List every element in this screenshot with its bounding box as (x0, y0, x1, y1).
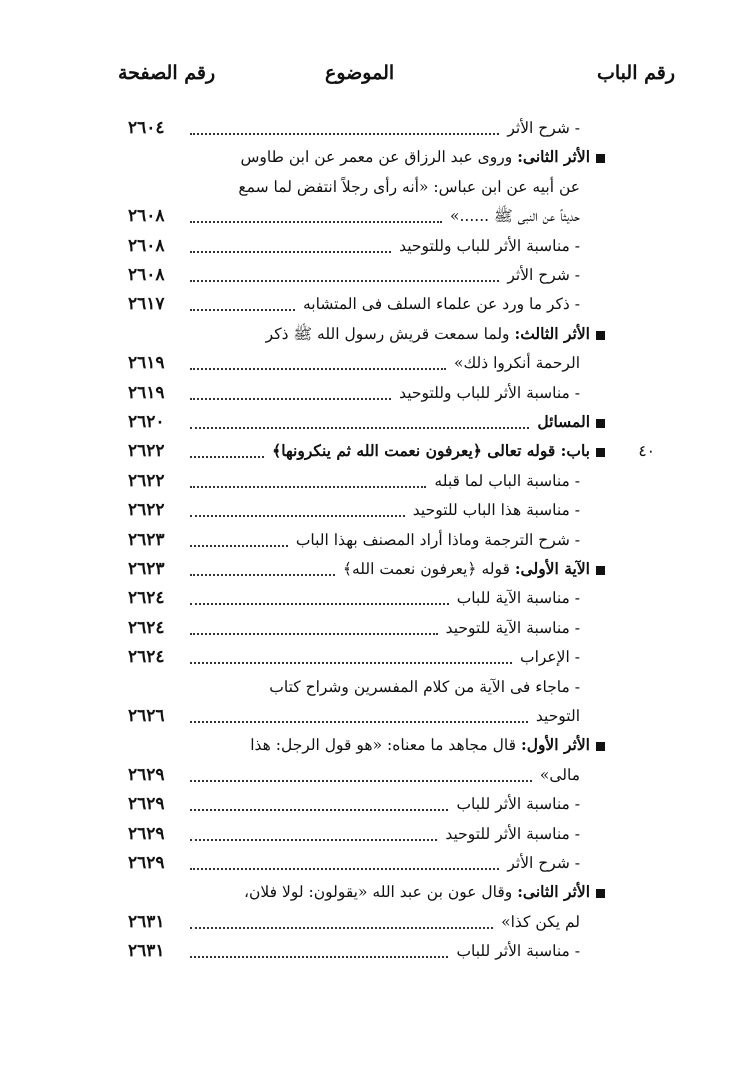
entry-text: قوله ﴿يعرفون نعمت الله﴾ (342, 560, 515, 578)
toc-entry (238, 173, 580, 201)
dot-leader (190, 396, 391, 400)
toc-entry (399, 232, 580, 260)
entry-text: - مناسبة الآية للتوحيد (445, 619, 580, 637)
page-number: ٢٦٢٠ (128, 412, 165, 432)
entry-text: - مناسبة هذا الباب للتوحيد (412, 501, 580, 519)
entry-heading: الأثر الثالث: (514, 324, 590, 343)
entry-text: التوحيد (535, 707, 580, 725)
dot-leader (190, 307, 295, 311)
entry-text: وقال عون بن عبد الله «يقولون: لولا فلان، (244, 883, 518, 901)
toc-entry (450, 202, 580, 230)
entry-heading: الأثر الثانى: (517, 147, 590, 166)
page-number: ٢٦١٩ (128, 383, 165, 403)
square-bullet-icon (596, 331, 605, 340)
chapter-number: ٤٠ (638, 442, 655, 460)
toc-entry (272, 437, 605, 465)
page-number: ٢٦٠٨ (128, 265, 165, 285)
page-number: ٢٦٣١ (128, 912, 165, 932)
entry-text: - ماجاء فى الآية من كلام المفسرين وشراح كتاب (269, 678, 580, 696)
entry-text: عن أبيه عن ابن عباس: «أنه رأى رجلاً انتفض لما سمع (238, 178, 580, 196)
toc-entry (520, 643, 580, 671)
toc-entry (457, 584, 580, 612)
page-number: ٢٦٢٦ (128, 706, 165, 726)
entry-text: - شرح الأثر (507, 854, 580, 872)
page-number-header: رقم الصفحة (118, 62, 216, 84)
dot-leader (190, 660, 512, 664)
toc-entry (454, 349, 580, 377)
dot-leader (190, 631, 438, 635)
entry-text: - شرح الأثر (507, 266, 580, 284)
square-bullet-icon (596, 419, 605, 428)
page-number: ٢٦٠٨ (128, 206, 165, 226)
page-number: ٢٦١٩ (128, 353, 165, 373)
entry-text: - مناسبة الأثر للباب (456, 795, 580, 813)
toc-entry (507, 261, 580, 289)
toc-entry (266, 320, 605, 348)
toc-entry (540, 761, 580, 789)
toc-entry (446, 614, 580, 642)
page-number: ٢٦٢٣ (128, 559, 165, 579)
entry-text: لم يكن كذا» (501, 913, 580, 931)
entry-text: الرحمة أنكروا ذلك» (454, 354, 580, 372)
page-number: ٢٦٠٨ (128, 236, 165, 256)
dot-leader (190, 954, 448, 958)
toc-entry (413, 496, 580, 524)
dot-leader (190, 778, 532, 782)
square-bullet-icon (596, 154, 605, 163)
dot-leader (190, 807, 448, 811)
page-number: ٢٦٢٢ (128, 471, 165, 491)
entry-text: ولما سمعت قريش رسول الله ﷺ ذكر (265, 325, 515, 343)
page-number: ٢٦٢٩ (128, 765, 165, 785)
page-number: ٢٦٢٩ (128, 794, 165, 814)
toc-entry (507, 114, 580, 142)
square-bullet-icon (596, 566, 605, 575)
dot-leader (190, 866, 499, 870)
entry-text: - مناسبة الأثر للباب (456, 942, 580, 960)
page-number: ٢٦٠٤ (128, 118, 165, 138)
page-number: ٢٦٢٢ (128, 500, 165, 520)
page-number: ٢٦٢٤ (128, 647, 165, 667)
toc-entry (303, 290, 580, 318)
entry-heading: المسائل (537, 412, 590, 431)
toc-entry (434, 467, 580, 495)
dot-leader (190, 366, 446, 370)
toc-entry (445, 820, 580, 848)
toc-entry (250, 731, 605, 759)
dot-leader (190, 837, 437, 841)
entry-heading: الآية الأولى: (514, 559, 590, 578)
dot-leader (190, 719, 528, 723)
topic-header: الموضوع (325, 62, 395, 84)
entry-text: مالى» (539, 766, 580, 784)
page-number: ٢٦٢٢ (128, 441, 165, 461)
page-number: ٢٦٢٤ (128, 618, 165, 638)
page-number: ٢٦٣١ (128, 941, 165, 961)
dot-leader (190, 601, 449, 605)
dot-leader (190, 219, 442, 223)
entry-heading: باب: قوله تعالى ﴿يعرفون نعمت الله ثم ينكرونها﴾ (272, 441, 590, 460)
entry-text: - مناسبة الآية للباب (456, 589, 580, 607)
toc-entry (507, 849, 580, 877)
dot-leader (190, 925, 493, 929)
page-number: ٢٦٢٩ (128, 824, 165, 844)
entry-text: - الإعراب (519, 648, 580, 666)
square-bullet-icon (596, 448, 605, 457)
toc-entry (269, 673, 580, 701)
page-number: ٢٦٢٤ (128, 588, 165, 608)
entry-text: قال مجاهد ما معناه: «هو قول الرجل: هذا (250, 736, 521, 754)
chapter-number-header: رقم الباب (597, 62, 675, 84)
entry-text: - مناسبة الأثر للباب وللتوحيد (399, 384, 580, 402)
dot-leader (190, 513, 405, 517)
entry-text: - مناسبة الباب لما قبله (434, 472, 580, 490)
toc-entry (399, 379, 580, 407)
entry-text: - مناسبة الأثر للباب وللتوحيد (399, 237, 580, 255)
dot-leader (190, 484, 426, 488)
dot-leader (190, 543, 288, 547)
entry-text: - شرح الأثر (507, 119, 580, 137)
page-number: ٢٦٢٩ (128, 853, 165, 873)
toc-entry (537, 408, 605, 436)
entry-text: - شرح الترجمة وماذا أراد المصنف بهذا الباب (295, 531, 580, 549)
entry-text: - مناسبة الأثر للتوحيد (445, 825, 580, 843)
toc-entry (456, 937, 580, 965)
toc-entry (456, 790, 580, 818)
toc-entry (240, 143, 605, 171)
entry-heading: الأثر الأول: (520, 735, 590, 754)
entry-heading: الأثر الثانى: (517, 882, 590, 901)
page-number: ٢٦٢٣ (128, 530, 165, 550)
page-number: ٢٦١٧ (128, 294, 165, 314)
toc-entry (536, 702, 580, 730)
square-bullet-icon (596, 742, 605, 751)
toc-entry (244, 878, 605, 906)
dot-leader (190, 425, 529, 429)
square-bullet-icon (596, 889, 605, 898)
entry-text: - ذكر ما ورد عن علماء السلف فى المتشابه (303, 295, 580, 313)
toc-entry (296, 526, 580, 554)
entry-text: وروى عبد الرزاق عن معمر عن ابن طاوس (240, 148, 518, 166)
dot-leader (190, 249, 391, 253)
toc-entry (343, 555, 605, 583)
dot-leader (190, 278, 499, 282)
dot-leader (190, 131, 499, 135)
toc-entry (501, 908, 580, 936)
dot-leader (190, 572, 335, 576)
dot-leader (190, 454, 264, 458)
entry-text: حديثاً عن النبى ﷺ ......» (450, 207, 580, 225)
